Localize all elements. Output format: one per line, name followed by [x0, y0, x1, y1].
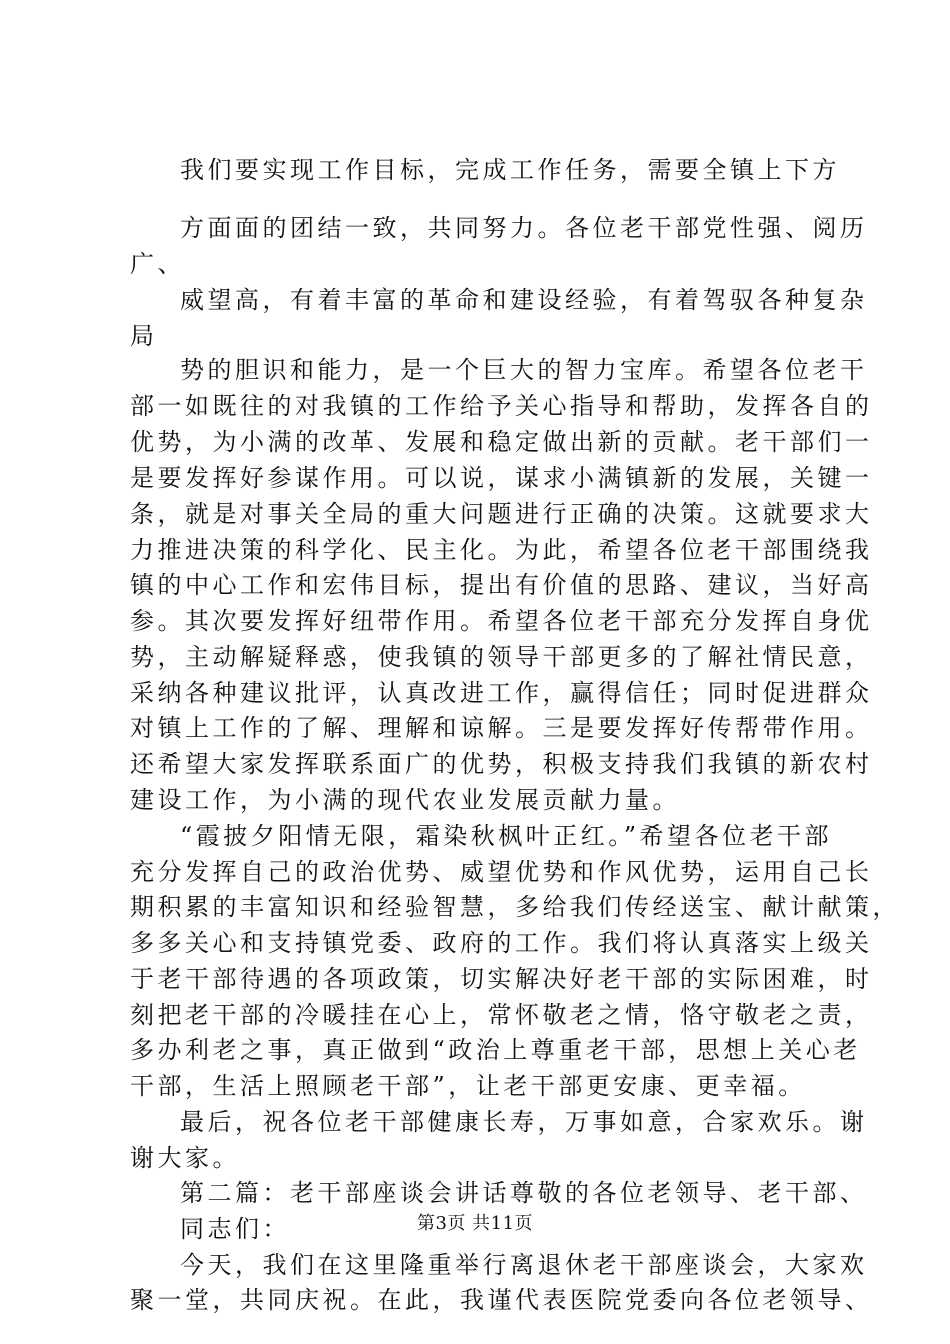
text-line: 优势，为小满的改革、发展和稳定做出新的贡献。老干部们一 [130, 428, 873, 456]
text-line: 条，就是对事关全局的重大问题进行正确的决策。这就要求大 [130, 500, 873, 528]
text-line: 多多关心和支持镇党委、政府的工作。我们将认真落实上级关 [130, 929, 873, 957]
page-footer: 第3页 共11页 [416, 1213, 534, 1234]
text-line: 干部，生活上照顾老干部”，让老干部更安康、更幸福。 [130, 1072, 806, 1100]
text-line: 采纳各种建议批评，认真改进工作，赢得信任；同时促进群众 [130, 679, 873, 707]
text-line: 我们要实现工作目标，完成工作任务，需要全镇上下方 [180, 156, 840, 184]
text-line: 于老干部待遇的各项政策，切实解决好老干部的实际困难，时 [130, 965, 873, 993]
text-line: 局 [130, 322, 158, 350]
text-line: 最后，祝各位老干部健康长寿，万事如意，合家欢乐。谢 [180, 1108, 868, 1136]
text-line: 方面面的团结一致，共同努力。各位老干部党性强、阅历 [180, 214, 868, 242]
text-line: 刻把老干部的冷暖挂在心上，常怀敬老之情，恪守敬老之责， [130, 1001, 873, 1029]
text-line: 对镇上工作的了解、理解和谅解。三是要发挥好传帮带作用。 [130, 714, 873, 742]
text-line: 多办利老之事，真正做到“政治上尊重老干部，思想上关心老 [130, 1036, 861, 1064]
text-line: 势的胆识和能力，是一个巨大的智力宝库。希望各位老干 [180, 356, 868, 384]
text-line: 是要发挥好参谋作用。可以说，谋求小满镇新的发展，关键一 [130, 464, 873, 492]
text-line: 威望高，有着丰富的革命和建设经验，有着驾驭各种复杂 [180, 286, 868, 314]
text-line: 力推进决策的科学化、民主化。为此，希望各位老干部围绕我 [130, 536, 873, 564]
text-line: 今天，我们在这里隆重举行离退休老干部座谈会，大家欢 [180, 1251, 868, 1279]
text-line: “霞披夕阳情无限，霜染秋枫叶正红。”希望各位老干部 [180, 822, 833, 850]
text-line: 参。其次要发挥好纽带作用。希望各位老干部充分发挥自身优 [130, 607, 873, 635]
section-heading: 第二篇：老干部座谈会讲话尊敬的各位老领导、老干部、 [180, 1179, 868, 1207]
text-line: 部一如既往的对我镇的工作给予关心指导和帮助，发挥各自的 [130, 392, 873, 420]
text-line: 建设工作，为小满的现代农业发展贡献力量。 [130, 786, 680, 814]
text-line: 充分发挥自己的政治优势、威望优势和作风优势，运用自己长 [130, 858, 873, 886]
text-line: 同志们： [180, 1215, 290, 1243]
text-line: 还希望大家发挥联系面广的优势，积极支持我们我镇的新农村 [130, 750, 873, 778]
text-line: 镇的中心工作和宏伟目标，提出有价值的思路、建议，当好高 [130, 571, 873, 599]
text-line: 期积累的丰富知识和经验智慧，多给我们传经送宝、献计献策， [130, 893, 900, 921]
text-line: 势，主动解疑释惑，使我镇的领导干部更多的了解社情民意， [130, 643, 873, 671]
text-line: 广、 [130, 250, 185, 278]
text-line: 谢大家。 [130, 1144, 240, 1172]
text-line: 聚一堂，共同庆祝。在此，我谨代表医院党委向各位老领导、 [130, 1286, 873, 1314]
